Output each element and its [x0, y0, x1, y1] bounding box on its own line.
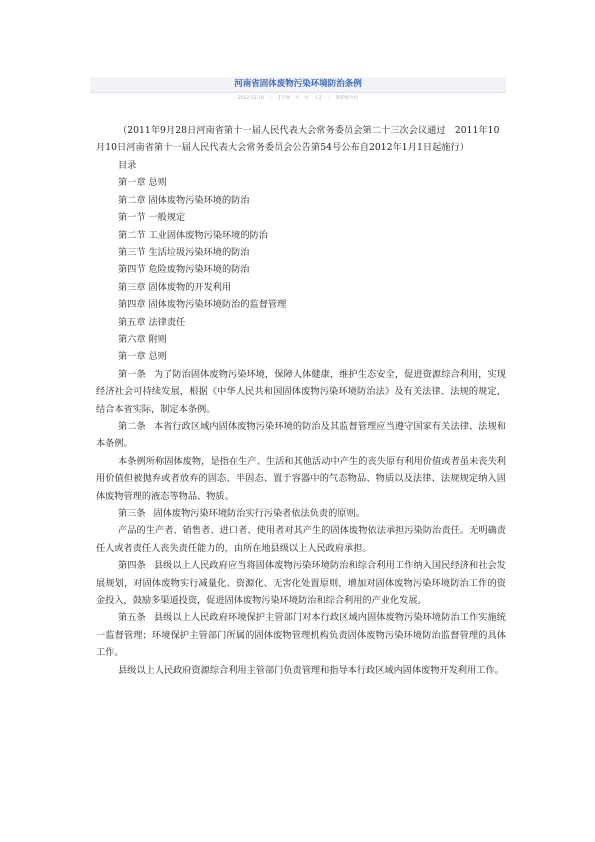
toc-item: 第一章 总则: [118, 351, 167, 363]
toc-item: 第一节 一般规定: [118, 212, 186, 224]
article-paragraph: [96, 609, 506, 661]
article-text: 固体废物污染环境防治实行污染者依法负责的原则。: [153, 507, 365, 519]
article-paragraph: [96, 557, 506, 609]
intro-paragraph: （2011年9月28日河南省第十一届人民代表大会常务委员会第二十三次会议通过 2011年10月10日河南省第十一届人民代表大会常务委员会公告第54号公布自2012年1月1日起施行）: [96, 125, 500, 153]
font-size-label: 【字体：大: [276, 96, 299, 101]
article-text: 为了防治固体废物污染环境，保障人体健康，维护生态安全，促进资源综合利用，实现经济社会可持续发展，根据《中华人民共和国固体废物污染环境防治法》及有关法律、法规的规定，结合本省实际，制定本条例。: [96, 368, 506, 415]
toc-item: 第五章 法律责任: [118, 316, 186, 328]
toc-item: 第三节 生活垃圾污染环境的防治: [118, 246, 250, 258]
toc-item: 第二章 固体废物污染环境的防治: [118, 194, 250, 206]
article-text: 县级以上人民政府环境保护主管部门对本行政区域内固体废物污染环境防治工作实施统一监督管理；环境保护主管部门所属的固体废物管理机构负责固体废物污染环境防治监督管理的具体工作。: [96, 612, 506, 659]
article-label: 第五条: [118, 612, 146, 624]
toc-item: 第四节 危险废物污染环境的防治: [118, 264, 250, 276]
font-size-small-link[interactable]: 小】: [314, 96, 324, 101]
toc-item: 目录: [118, 160, 137, 171]
article-text: 县级以上人民政府应当将固体废物污染环境防治和综合利用工作纳入国民经济和社会发展规划，对固体废物实行减量化、资源化、无害化处置原则，增加对固体废物污染环境防治工作的资金投入，鼓励多渠道投资，促进固体废物污染环境防治和综合利用的产业化发展。: [96, 560, 506, 606]
articles: [96, 366, 506, 679]
article-paragraph: [96, 522, 506, 557]
article-text: 本条例所称固体废物，是指在生产、生活和其他活动中产生的丧失原有利用价值或者虽未丧失利用价值但被抛弃或者放弃的固态、半固态、置于容器中的气态物品、物质以及法律、法规规定纳入固体废物管理的液态等物品、物质。: [96, 455, 506, 502]
publish-date: 2012-12-10: [237, 96, 264, 101]
document-title: 河南省固体废物污染环境防治条例: [90, 77, 506, 93]
toc-item: 第三章 固体废物的开发利用: [118, 281, 232, 293]
article-text: 产品的生产者、销售者、进口者、使用者对其产生的固体废物依法承担污染防治责任。无明确责任人或者责任人丧失责任能力的，由所在地县级以上人民政府承担。: [96, 525, 506, 554]
article-paragraph: [96, 418, 506, 453]
article-label: 第三条: [118, 507, 146, 519]
toc-item: 第六章 附则: [118, 333, 167, 345]
meta-separator: |: [328, 96, 331, 101]
toc-item: 第二节 工业固体废物污染环境的防治: [118, 229, 268, 241]
document-body: [96, 122, 506, 679]
font-size-medium-link[interactable]: 中: [304, 96, 309, 101]
table-of-contents: [96, 157, 506, 366]
article-label: 第二条: [118, 420, 146, 432]
article-label: 第四条: [118, 560, 146, 572]
article-text: 本省行政区域内固体废物污染环境的防治及其监督管理应当遵守国家有关法律、法规和本条例。: [96, 420, 506, 450]
eye-protection-link[interactable]: 保护视力色: [335, 96, 359, 101]
article-paragraph: [96, 366, 506, 418]
toc-item: 第四章 固体废物污染环境防治的监督管理: [118, 299, 287, 311]
meta-separator: |: [269, 96, 271, 101]
article-text: 县级以上人民政府资源综合利用主管部门负责管理和指导本行政区域内固体废物开发利用工作。: [118, 664, 504, 676]
article-paragraph: [96, 662, 506, 679]
article-paragraph: [96, 453, 506, 505]
toc-item: 第一章 总则: [118, 177, 167, 189]
article-paragraph: [96, 505, 506, 522]
meta-bar: [90, 95, 506, 101]
article-label: 第一条: [118, 368, 146, 380]
